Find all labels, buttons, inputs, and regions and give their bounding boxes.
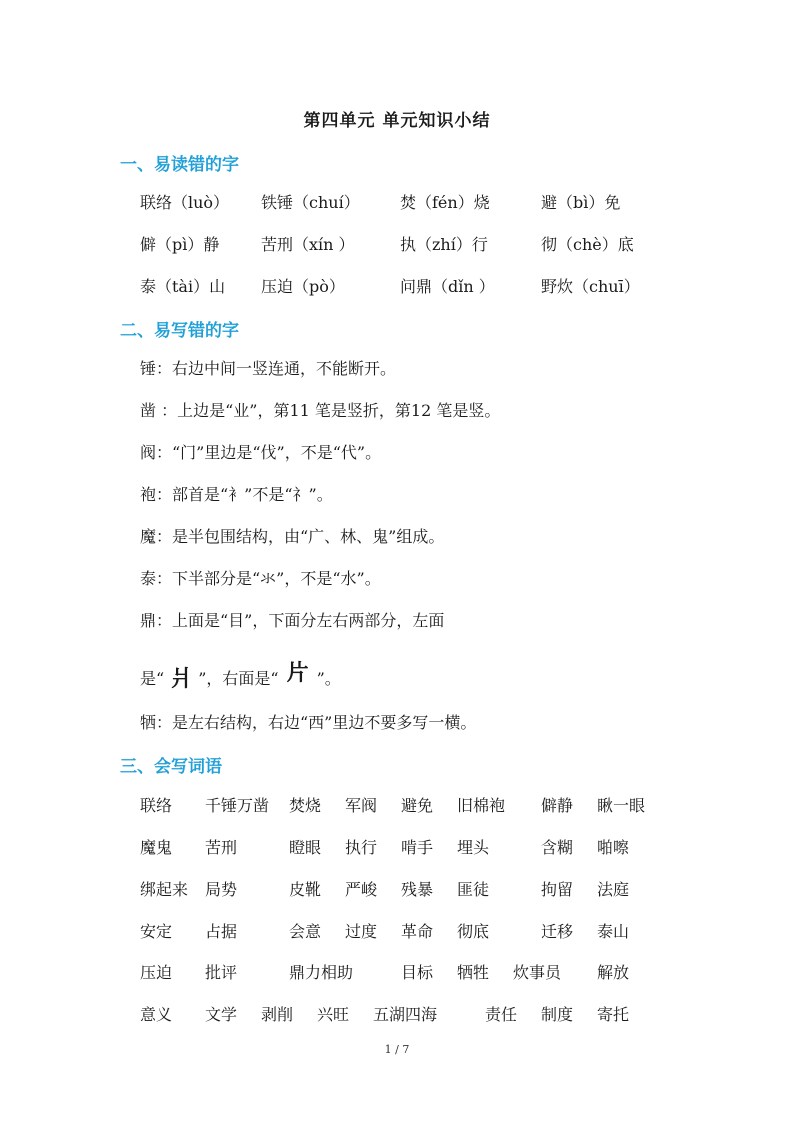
vocab-word: 兴旺	[317, 1005, 350, 1024]
vocab-word: 革命	[401, 922, 434, 941]
vocab-word: 军阀	[345, 796, 378, 815]
vocab-word: 绑起来	[140, 880, 189, 899]
vocab-word: 意义	[140, 1005, 173, 1024]
vocab-word: 苦刑	[205, 838, 238, 857]
vocab-word: 法庭	[597, 880, 630, 899]
vocab-word: 制度	[541, 1005, 574, 1024]
section-heading-3: 三、会写词语	[120, 757, 222, 777]
vocab-word: 文学	[205, 1005, 238, 1024]
ding-middle: ”，右面是“	[198, 669, 279, 688]
reading-item: 僻（pì）静	[140, 235, 220, 254]
vocab-word: 僻静	[541, 796, 574, 815]
reading-item: 泰（tài）山	[140, 277, 226, 296]
vocab-word: 拘留	[541, 880, 574, 899]
vocab-word: 埋头	[457, 838, 490, 857]
vocab-word: 解放	[597, 963, 630, 982]
writing-note: 魔：是半包围结构，由“广、林、鬼”组成。	[140, 527, 445, 546]
vocab-word: 过度	[345, 922, 378, 941]
writing-note: 凿 ：上边是“业”，第11 笔是竖折，第12 笔是竖。	[140, 401, 501, 420]
vocab-word: 皮靴	[289, 880, 322, 899]
writing-note: 鼎：上面是“目”，下面分左右两部分，左面	[140, 611, 445, 630]
section-heading-2: 二、易写错的字	[120, 321, 239, 341]
reading-item: 苦刑（xín ）	[261, 235, 355, 254]
vocab-word: 局势	[205, 880, 238, 899]
vocab-word: 剥削	[261, 1005, 294, 1024]
reading-item: 执（zhí）行	[400, 235, 488, 254]
section-heading-1: 一、易读错的字	[120, 155, 239, 175]
vocab-word: 迁移	[541, 922, 574, 941]
vocab-word: 啪嚓	[597, 838, 630, 857]
vocab-word: 寄托	[597, 1005, 630, 1024]
reading-item: 联络（luò）	[140, 193, 230, 212]
reading-item: 避（bì）免	[541, 193, 621, 212]
vocab-word: 旧棉袍	[457, 796, 506, 815]
reading-item: 压迫（pò）	[261, 277, 345, 296]
ding-left-component: 爿	[170, 667, 193, 692]
vocab-word: 泰山	[597, 922, 630, 941]
vocab-word: 啃手	[401, 838, 434, 857]
page-title: 第四单元 单元知识小结	[303, 111, 491, 131]
vocab-word: 压迫	[140, 963, 173, 982]
ding-structure-line	[140, 660, 341, 691]
vocab-word: 彻底	[457, 922, 490, 941]
vocab-word: 避免	[401, 796, 434, 815]
reading-item: 问鼎（dǐn ）	[400, 277, 495, 296]
vocab-word: 牺牲	[457, 963, 490, 982]
ding-right-component: 片	[286, 661, 309, 686]
vocab-word: 鼎力相助	[289, 963, 354, 982]
page-number: 1 / 7	[384, 1043, 410, 1056]
writing-note: 袍：部首是“衤”不是“礻”。	[140, 485, 333, 504]
ding-prefix: 是“	[140, 669, 165, 688]
vocab-word: 炊事员	[513, 963, 562, 982]
vocab-word: 目标	[401, 963, 434, 982]
vocab-word: 瞪眼	[289, 838, 322, 857]
vocab-word: 安定	[140, 922, 173, 941]
ding-suffix: ”。	[316, 669, 341, 688]
vocab-word: 千锤万凿	[205, 796, 270, 815]
vocab-word: 匪徒	[457, 880, 490, 899]
vocab-word: 执行	[345, 838, 378, 857]
reading-item: 铁锤（chuí）	[261, 193, 360, 212]
vocab-word: 批评	[205, 963, 238, 982]
vocab-word: 责任	[485, 1005, 518, 1024]
vocab-word: 联络	[140, 796, 173, 815]
vocab-word: 严峻	[345, 880, 378, 899]
vocab-word: 含糊	[541, 838, 574, 857]
writing-note: 锤：右边中间一竖连通，不能断开。	[140, 359, 397, 378]
reading-item: 野炊（chuī）	[541, 277, 640, 296]
writing-note: 牺：是左右结构，右边“西”里边不要多写一横。	[140, 713, 477, 732]
vocab-word: 焚烧	[289, 796, 322, 815]
vocab-word: 五湖四海	[373, 1005, 438, 1024]
vocab-word: 瞅一眼	[597, 796, 646, 815]
vocab-word: 会意	[289, 922, 322, 941]
vocab-word: 魔鬼	[140, 838, 173, 857]
writing-note: 阀：“门”里边是“伐”，不是“代”。	[140, 443, 382, 462]
reading-item: 焚（fén）烧	[400, 193, 490, 212]
vocab-word: 占据	[205, 922, 238, 941]
writing-note: 泰：下半部分是“氺”，不是“水”。	[140, 569, 381, 588]
vocab-word: 残暴	[401, 880, 434, 899]
reading-item: 彻（chè）底	[541, 235, 634, 254]
